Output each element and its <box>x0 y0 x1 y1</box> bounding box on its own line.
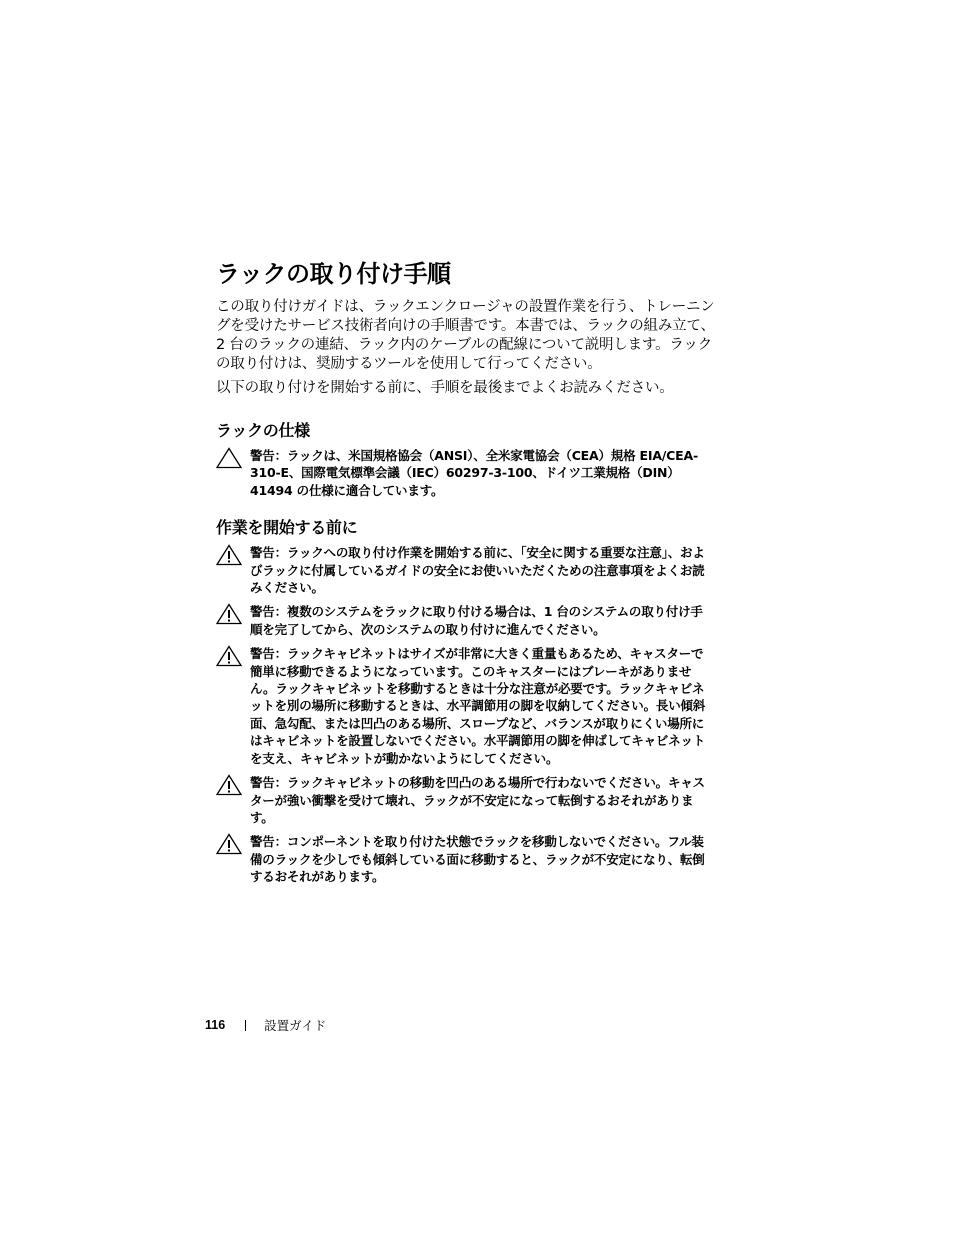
warning-block <box>216 447 716 499</box>
warning-triangle-icon <box>216 833 242 855</box>
footer-doc-title: 設置ガイド <box>264 1018 327 1033</box>
intro-paragraph-2: 以下の取り付けを開始する前に、手順を最後までよくお読みください。 <box>216 380 674 396</box>
warning-text: 警告：複数のシステムをラックに取り付ける場合は、1 台のシステムの取り付け手順を完了してから、次のシステムの取り付けに進んでください。 <box>250 604 703 637</box>
page-footer <box>205 1016 326 1034</box>
warning-text: 警告：ラックは、米国規格協会（ANSI）、全米家電協会（CEA）規格 EIA/CEA-310-E、国際電気標準会議（IEC）60297-3-100、ドイツ工業規格（DIN）41494 の仕様に適合しています。 <box>250 448 698 498</box>
warning-block <box>216 774 716 826</box>
warning-triangle-icon <box>216 645 242 667</box>
section-heading-before-you-begin: 作業を開始する前に <box>216 518 358 538</box>
footer-divider <box>245 1020 246 1031</box>
warning-text: 警告：コンポーネントを取り付けた状態でラックを移動しないでください。フル装備のラックを少しでも傾斜している面に移動すると、ラックが不安定になり、転倒するおそれがあります。 <box>250 834 705 885</box>
caution-triangle-icon <box>216 447 242 469</box>
page-number: 116 <box>205 1018 226 1032</box>
warning-text: 警告：ラックキャビネットはサイズが非常に大きく重量もあるため、キャスターで簡単に移動できるようになっています。このキャスターにはブレーキがありません。ラックキャビネットを移動するときは十分な注意が必要です。ラックキャビネットを別の場所に移動するときは、水平調節用の脚を収納してください。長い傾斜面、急勾配、または凹凸のある場所、スロープなど、バランスが取りにくい場所にはキャビネットを設置しないでください。水平調節用の脚を伸ばしてキャビネットを支え、キャビネットが動かないようにしてください。 <box>250 646 706 766</box>
page-title: ラックの取り付け手順 <box>216 260 451 288</box>
warning-triangle-icon <box>216 774 242 796</box>
warning-block <box>216 544 716 596</box>
warning-text: 警告：ラックキャビネットの移動を凹凸のある場所で行わないでください。キャスターが強い衝撃を受けて壊れ、ラックが不安定になって転倒するおそれがあります。 <box>250 775 705 825</box>
warning-block <box>216 603 716 638</box>
warning-block <box>216 645 716 767</box>
warning-text: 警告：ラックへの取り付け作業を開始する前に、「安全に関する重要な注意」、およびラックに付属しているガイドの安全にお使いいただくための注意事項をよくお読みください。 <box>250 545 705 596</box>
section-heading-rack-spec: ラックの仕様 <box>216 421 310 440</box>
warning-block <box>216 833 716 885</box>
warning-triangle-icon <box>216 544 242 566</box>
intro-paragraph: この取り付けガイドは、ラックエンクロージャの設置作業を行う、トレーニングを受けたサービス技術者向けの手順書です。本書では、ラックの組み立て、2 台のラックの連結、ラック内のケーブルの配線について説明します。ラックの取り付けは、奨励するツールを使用して行ってください。 <box>216 299 715 372</box>
page-content <box>216 256 716 886</box>
warning-triangle-icon <box>216 603 242 625</box>
